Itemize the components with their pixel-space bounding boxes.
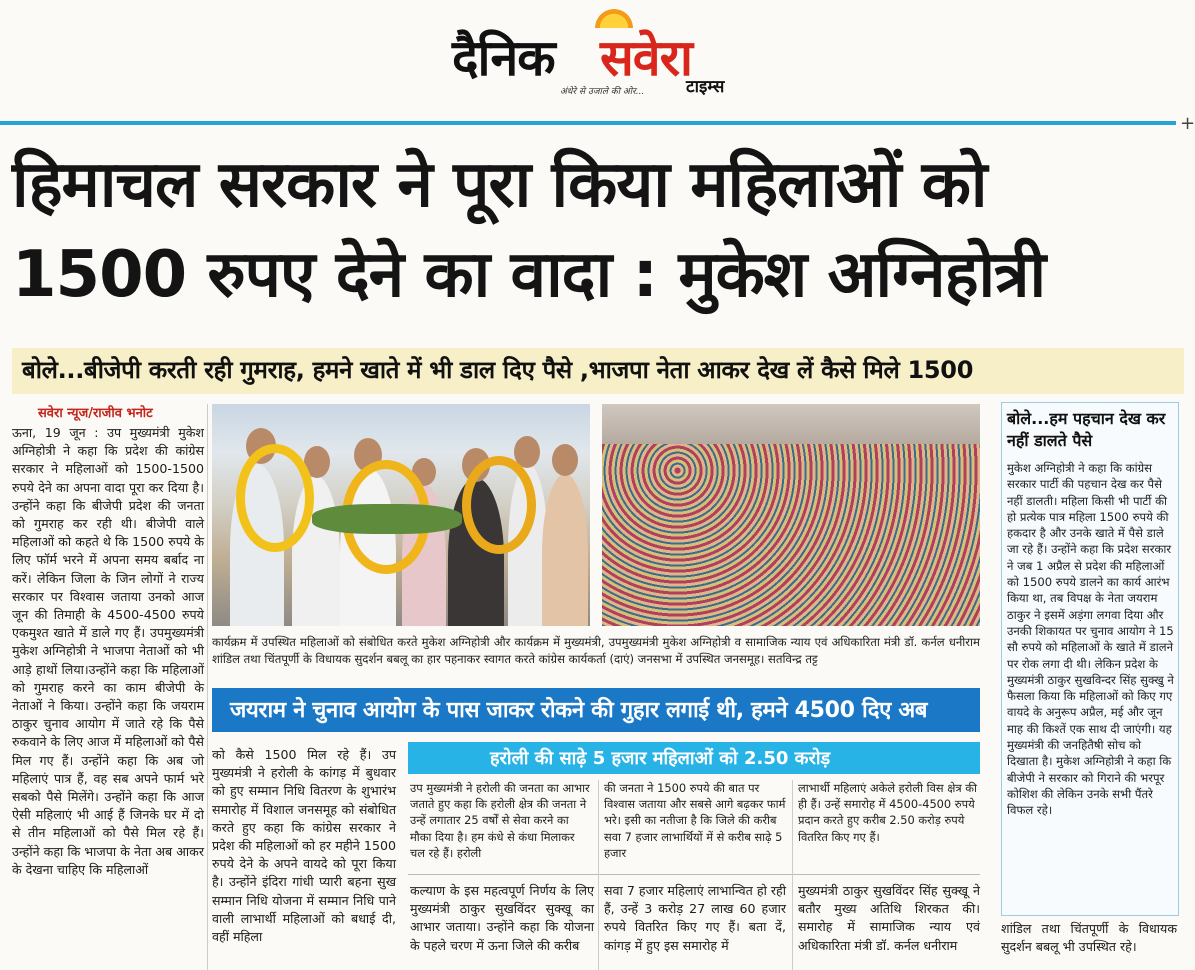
masthead-rule (0, 121, 1176, 125)
headline-line2: 1500 रुपए देने का वादा : मुकेश अग्निहोत्री (12, 238, 1046, 312)
quote-banner-text: जयराम ने चुनाव आयोग के पास जाकर रोकने की गुहार लगाई थी, हमने 4500 दिए अब (230, 698, 928, 723)
photo-caption: कार्यक्रम में उपस्थित महिलाओं को संबोधित करते मुकेश अग्निहोत्री और कार्यक्रम में मुख्यमंत्री, उपमुख्यमंत्री मुकेश अग्निहोत्री व सामाजिक न्याय एवं अधिकारिता मंत्री डॉ. कर्नल धनीराम शांडिल तथा चिंतपूर्णी के विधायक सुदर्शन बबलू का हार पहनाकर स्वागत करते कांग्रेस कार्यकर्ता (दाएं) जनसभा में उपस्थित जनसमूह। सतविन्द्र तट्ट (212, 635, 980, 666)
column-rule (792, 780, 793, 970)
article-column-1: ऊना, 19 जून : उप मुख्यमंत्री मुकेश अग्निहोत्री ने कहा कि प्रदेश की कांग्रेस सरकार ने महिलाओं को 1500-1500 रुपये देने का अपना वादा पूरा कर दिया है। उन्होंने कहा कि बीजेपी प्रदेश की जनता को गुमराह कर रही थी। बीजेपी वाले महिलाओं को कहते थे कि 1500 रुपये के लिए फॉर्म भरने में अपना समय बर्बाद ना करें। लेकिन जिला के जिन लोगों ने राज्य सरकार पर विश्वास जताया उनको आज जून की तिमाही के 4500-4500 रुपये एकमुश्त खाते में डाले गए हैं। उपमुख्यमंत्री मुकेश अग्निहोत्री ने भाजपा नेताओं को भी आड़े हाथों लिया।उन्होंने कहा कि महिलाओं को गुमराह करने का काम बीजेपी के नेताओं ने किया। उन्होंने कहा कि जयराम ठाकुर चुनाव आयोग में जाते रहे कि पैसे रुकवाने के लिए आज में महिलाओं को पैसे मिल गए हैं। उन्होंने कहा कि अब जो महिलाएं पात्र हैं, वह सब अपने फार्म भरे सबको पैसे मिलेंगे। उन्होंने कहा कि आज ऐसी महिलाएं भी आई हैं जिनके घर में दो से तीन महिलाओं को पैसे मिल रहे हैं। उन्होंने कहा कि भाजपा के नेता अब आकर के देखना चाहिए कि महिलाओं (12, 425, 204, 877)
logo-suffix: टाइम्स (686, 77, 725, 97)
sub-story-title: हरोली की साढ़े 5 हजार महिलाओं को 2.50 करोड़ (490, 748, 831, 769)
column-rule (207, 404, 208, 970)
sidebar-body: मुकेश अग्निहोत्री ने कहा कि कांग्रेस सरकार पार्टी की पहचान देख कर पैसे नहीं डालती। महिला किसी भी पार्टी की हो प्रत्येक पात्र महिला 1500 रुपये की हकदार है और उनके खाते में पैसे डाले जा रहे हैं। उन्होंने कहा कि प्रदेश सरकार ने जब 1 अप्रैल से प्रदेश की महिलाओं को 1500 रुपये डालने का कार्य आरंभ किया था, तब विपक्ष के नेता जयराम ठाकुर ने इसमें अड़ंगा लगवा दिया और उनकी शिकायत पर चुनाव आयोग ने 15 सौ रुपये को महिलाओं के खाते में डालने पर रोक लगा दी थी। लेकिन प्रदेश के मुख्यमंत्री ठाकुर सुखविन्दर सिंह सुक्खु ने फैसला किया कि महिलाओं को किए गए वायदे के अनुरूप अप्रैल, मई और जून माह की किश्तें एक साथ दी जाएंगी। यह मुख्यमंत्री की जनहितैषी सोच को दिखाता है। मुकेश अग्निहोत्री ने कहा कि बीजेपी ने सरकार को गिराने की भरपूर कोशिश की लेकिन उनके सभी पैंतरे विफल रहे। (1007, 461, 1174, 818)
sub-story-column-2: की जनता ने 1500 रुपये की बात पर विश्वास जताया और सबसे आगे बढ़कर फार्म भरे। इसी का नतीजा है कि जिले की करीब सवा 7 हजार लाभार्थियों में से करीब साढ़े 5 हजार (604, 781, 786, 860)
byline: सवेरा न्यूज/राजीव भनोट (38, 406, 153, 421)
sub-story-column-3: लाभार्थी महिलाएं अकेले हरोली विस क्षेत्र की ही हैं। उन्हें समारोह में 4500-4500 रुपये प्रदान करते हुए करीब 2.50 करोड़ रुपये वितरित किए गए हैं। (798, 781, 978, 844)
sidebar-title: बोले...हम पहचान देख कर नहीं डालते पैसे (1007, 409, 1166, 450)
sidebar-tail: शांडिल तथा चिंतपूर्णी के विधायक सुदर्शन बबलू भी उपस्थित रहे। (1001, 921, 1177, 954)
logo-part2: सवेरा (600, 29, 692, 87)
sub-story-column-1: उप मुख्यमंत्री ने हरोली की जनता का आभार जताते हुए कहा कि हरोली क्षेत्र की जनता ने उन्हें लगातार 25 वर्षों से सेवा करने का मौका दिया है। हम कंधे से कंधा मिलाकर चल रहे हैं। हरोली (410, 781, 590, 860)
photo-welcome-ceremony (212, 404, 590, 626)
bottom-column-1: कल्याण के इस महत्वपूर्ण निर्णय के लिए मुख्यमंत्री ठाकुर सुखविंदर सुक्खू का आभार जताया। उन्होंने कहा कि योजना के पहले चरण में ऊना जिले की करीब (410, 883, 594, 953)
section-divider (408, 874, 980, 875)
bottom-column-2: सवा 7 हजार महिलाएं लाभान्वित हो रही हैं, उन्हें 3 करोड़ 27 लाख 60 हजार रुपये वितरित किए गए हैं। बता दें, कांगड़ में हुए इस समारोह में (604, 883, 786, 953)
logo-part1: दैनिक (452, 29, 555, 87)
article-column-2: को कैसे 1500 मिल रहे हैं। उप मुख्यमंत्री ने हरोली के कांगड़ में बुधवार को हुए सम्मान निधि वितरण के शुभारंभ समारोह में विशाल जनसमूह को संबोधित करते हुए कहा कि कांग्रेस सरकार ने प्रदेश की महिलाओं को हर महीने 1500 रुपये देने के अपने वायदे को पूरा किया है। उन्होंने इंदिरा गांधी प्यारी बहना सुख सम्मान निधि योजना में सम्मान निधि पाने वाली लाभार्थी महिलाओं को बधाई दी, वहीं महिला (212, 747, 396, 945)
logo-tagline: अंधेरे से उजाले की ओर... (560, 87, 645, 97)
headline-line1: हिमाचल सरकार ने पूरा किया महिलाओं को (12, 148, 987, 222)
crop-mark-icon: + (1180, 113, 1195, 134)
photo-crowd (602, 404, 980, 626)
masthead (0, 0, 1195, 118)
headline (12, 140, 1187, 320)
bottom-column-3: मुख्यमंत्री ठाकुर सुखविंदर सिंह सुक्खू ने बतौर मुख्य अतिथि शिरकत की। समारोह में सामाजिक न्याय एवं अधिकारिता मंत्री डॉ. कर्नल धनीराम (798, 883, 980, 953)
column-rule (598, 780, 599, 970)
subheadline: बोले...बीजेपी करती रही गुमराह, हमने खाते में भी डाल दिए पैसे ,भाजपा नेता आकर देख लें कैसे मिले 1500 (22, 356, 974, 384)
